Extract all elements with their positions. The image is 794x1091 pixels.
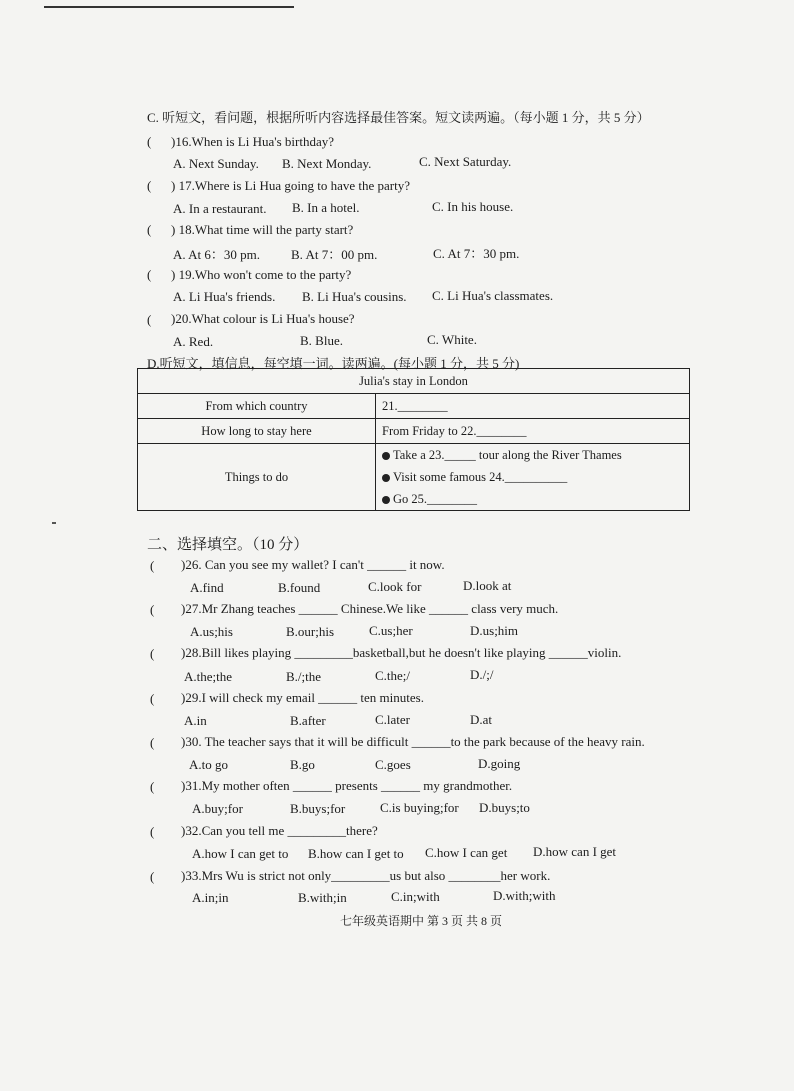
q31-option-d: D.buys;to bbox=[479, 800, 530, 815]
q33-option-a: A.in;in bbox=[192, 890, 229, 905]
answer-bracket: ( bbox=[150, 691, 155, 706]
answer-bracket: ( bbox=[147, 267, 152, 282]
julia-info-table bbox=[137, 368, 690, 511]
answer-bracket: ( bbox=[147, 178, 152, 193]
question-28-stem: )28.Bill likes playing _________basketball,but he doesn't like playing ______violin. bbox=[181, 645, 622, 660]
q16-option-a: A. Next Sunday. bbox=[173, 156, 259, 171]
q18-option-b: B. At 7：00 pm. bbox=[291, 247, 378, 262]
q29-option-a: A.in bbox=[184, 713, 207, 728]
q28-option-a: A.the;the bbox=[184, 669, 233, 684]
q17-option-b: B. In a hotel. bbox=[292, 200, 360, 215]
question-32-stem: )32.Can you tell me _________there? bbox=[181, 823, 378, 838]
q28-option-d: D./;/ bbox=[470, 667, 494, 682]
q30-option-a: A.to go bbox=[189, 757, 228, 772]
q32-option-c: C.how I can get bbox=[425, 845, 508, 860]
question-18-stem: ) 18.What time will the party start? bbox=[171, 222, 354, 237]
q26-option-b: B.found bbox=[278, 580, 321, 595]
q17-option-c: C. In his house. bbox=[432, 199, 514, 214]
page-footer: 七年级英语期中 第 3 页 共 8 页 bbox=[340, 914, 503, 928]
q17-option-a: A. In a restaurant. bbox=[173, 201, 267, 216]
q29-option-b: B.after bbox=[290, 713, 326, 728]
answer-bracket: ( bbox=[147, 134, 152, 149]
answer-bracket: ( bbox=[147, 312, 152, 327]
answer-bracket: ( bbox=[150, 602, 155, 617]
q32-option-b: B.how can I get to bbox=[308, 846, 404, 861]
q29-option-c: C.later bbox=[375, 712, 411, 727]
q33-option-c: C.in;with bbox=[391, 889, 440, 904]
table-row bbox=[138, 394, 690, 419]
q27-option-b: B.our;his bbox=[286, 624, 335, 639]
row-label-duration: How long to stay here bbox=[138, 419, 376, 444]
q32-option-a: A.how I can get to bbox=[192, 846, 289, 861]
list-item: Go 25.________ bbox=[382, 488, 689, 510]
q28-option-c: C.the;/ bbox=[375, 668, 411, 683]
q16-option-c: C. Next Saturday. bbox=[419, 154, 512, 169]
q33-option-b: B.with;in bbox=[298, 890, 347, 905]
list-item: Take a 23._____ tour along the River Thames bbox=[382, 444, 689, 466]
q29-option-d: D.at bbox=[470, 712, 493, 727]
answer-bracket: ( bbox=[150, 779, 155, 794]
question-26-stem: )26. Can you see my wallet? I can't ______ it now. bbox=[181, 557, 445, 572]
answer-bracket: ( bbox=[150, 646, 155, 661]
q19-option-c: C. Li Hua's classmates. bbox=[432, 288, 554, 303]
q27-option-c: C.us;her bbox=[369, 623, 413, 638]
question-33-stem: )33.Mrs Wu is strict not only_________us but also ________her work. bbox=[181, 868, 551, 883]
row-label-things: Things to do bbox=[138, 444, 376, 511]
section-d-heading: D.听短文，填信息，每空填一词。读两遍。(每小题 1 分，共 5 分) bbox=[147, 356, 520, 371]
blank-21: 21.________ bbox=[376, 394, 690, 419]
q27-option-a: A.us;his bbox=[190, 624, 233, 639]
part-two-heading: 二、选择填空。（10 分） bbox=[147, 537, 309, 553]
answer-bracket: ( bbox=[150, 869, 155, 884]
table-row bbox=[138, 419, 690, 444]
q18-option-a: A. At 6：30 pm. bbox=[173, 247, 261, 262]
table-row bbox=[138, 444, 690, 511]
answer-bracket: ( bbox=[150, 735, 155, 750]
bullet-icon bbox=[382, 474, 390, 482]
blank-22: From Friday to 22.________ bbox=[376, 419, 690, 444]
q31-option-a: A.buy;for bbox=[192, 801, 243, 816]
q20-option-b: B. Blue. bbox=[300, 333, 343, 348]
q19-option-b: B. Li Hua's cousins. bbox=[302, 289, 407, 304]
q16-option-b: B. Next Monday. bbox=[282, 156, 372, 171]
q33-option-d: D.with;with bbox=[493, 888, 556, 903]
q18-option-c: C. At 7：30 pm. bbox=[433, 246, 520, 261]
q28-option-b: B./;the bbox=[286, 669, 322, 684]
things-list bbox=[376, 444, 690, 511]
section-c-heading: C. 听短文，看问题，根据所听内容选择最佳答案。短文读两遍。（每小题 1 分，共 5 分） bbox=[147, 110, 650, 125]
bullet-icon bbox=[382, 452, 390, 460]
q30-option-b: B.go bbox=[290, 757, 315, 772]
answer-bracket: ( bbox=[150, 558, 155, 573]
q26-option-c: C.look for bbox=[368, 579, 422, 594]
q30-option-c: C.goes bbox=[375, 757, 411, 772]
question-16-stem: )16.When is Li Hua's birthday? bbox=[171, 134, 334, 149]
question-30-stem: )30. The teacher says that it will be difficult ______to the park because of the heavy rain. bbox=[181, 734, 645, 749]
q32-option-d: D.how can I get bbox=[533, 844, 617, 859]
q30-option-d: D.going bbox=[478, 756, 521, 771]
bullet-icon bbox=[382, 496, 390, 504]
q20-option-a: A. Red. bbox=[173, 334, 214, 349]
answer-bracket: ( bbox=[147, 222, 152, 237]
list-item: Visit some famous 24.__________ bbox=[382, 466, 689, 488]
question-17-stem: ) 17.Where is Li Hua going to have the party? bbox=[171, 178, 410, 193]
question-29-stem: )29.I will check my email ______ ten minutes. bbox=[181, 690, 424, 705]
q26-option-d: D.look at bbox=[463, 578, 512, 593]
question-20-stem: )20.What colour is Li Hua's house? bbox=[171, 311, 355, 326]
question-31-stem: )31.My mother often ______ presents ______ my grandmother. bbox=[181, 778, 513, 793]
question-27-stem: )27.Mr Zhang teaches ______ Chinese.We like ______ class very much. bbox=[181, 601, 559, 616]
q19-option-a: A. Li Hua's friends. bbox=[173, 289, 276, 304]
question-19-stem: ) 19.Who won't come to the party? bbox=[171, 267, 352, 282]
answer-bracket: ( bbox=[150, 824, 155, 839]
q27-option-d: D.us;him bbox=[470, 623, 519, 638]
q31-option-b: B.buys;for bbox=[290, 801, 346, 816]
table-title: Julia's stay in London bbox=[138, 369, 690, 394]
q31-option-c: C.is buying;for bbox=[380, 800, 459, 815]
q26-option-a: A.find bbox=[190, 580, 224, 595]
row-label-country: From which country bbox=[138, 394, 376, 419]
q20-option-c: C. White. bbox=[427, 332, 477, 347]
